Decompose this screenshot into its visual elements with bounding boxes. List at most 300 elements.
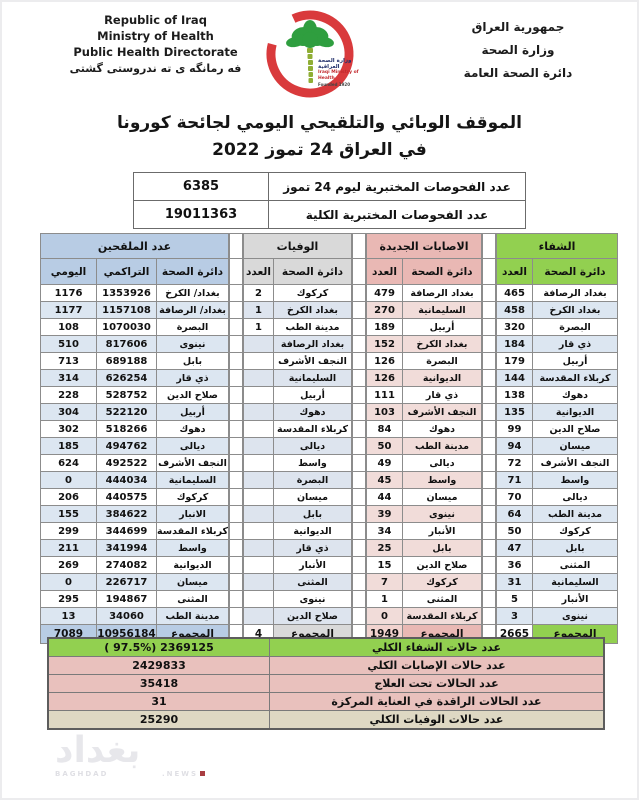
table-row <box>497 285 618 302</box>
value-cell: 94 <box>497 438 533 455</box>
directorate-cell: كربلاء المقدسة <box>274 421 352 438</box>
separator-cell <box>230 370 243 387</box>
value-cell: 49 <box>367 455 403 472</box>
value-cell: 492522 <box>97 455 157 472</box>
directorate-cell: واسط <box>403 472 482 489</box>
value-cell: 270 <box>367 302 403 319</box>
value-cell: 295 <box>41 591 97 608</box>
value-cell: 713 <box>41 353 97 370</box>
value-cell <box>244 421 274 438</box>
value-cell: 226717 <box>97 574 157 591</box>
directorate-cell: الديوانية <box>157 557 229 574</box>
value-cell <box>244 574 274 591</box>
directorate-cell: كركوك <box>157 489 229 506</box>
table-row <box>367 472 482 489</box>
separator-cell <box>353 574 366 591</box>
separator-cell <box>230 319 243 336</box>
directorate-cell: ديالى <box>274 438 352 455</box>
directorate-cell: مدينة الطب <box>157 608 229 625</box>
value-cell <box>244 370 274 387</box>
directorate-cell: صلاح الدين <box>533 421 618 438</box>
table-row <box>244 353 352 370</box>
value-cell: 3 <box>497 608 533 625</box>
table-row <box>41 421 229 438</box>
table-row <box>41 489 229 506</box>
value-cell <box>244 387 274 404</box>
table-row <box>367 370 482 387</box>
directorate-cell: السليمانية <box>157 472 229 489</box>
value-cell: 444034 <box>97 472 157 489</box>
table-row <box>367 574 482 591</box>
summary-value: 2429833 <box>48 657 270 675</box>
table-row <box>41 387 229 404</box>
directorate-cell: بغداد الرصافة <box>403 285 482 302</box>
table-row <box>497 336 618 353</box>
directorate-cell: بغداد/ الرصافة <box>157 302 229 319</box>
directorate-cell: الديوانية <box>274 523 352 540</box>
value-cell <box>244 608 274 625</box>
table-title: الشفاء <box>497 234 618 259</box>
table-row <box>497 506 618 523</box>
directorate-cell: ذي قار <box>157 370 229 387</box>
table-row <box>497 472 618 489</box>
separator-cell <box>483 259 496 285</box>
directorate-cell: ميسان <box>157 574 229 591</box>
table-row <box>244 591 352 608</box>
value-cell: 1177 <box>41 302 97 319</box>
watermark-latin <box>55 770 205 778</box>
value-cell: 194867 <box>97 591 157 608</box>
separator-cell <box>483 387 496 404</box>
value-cell: 99 <box>497 421 533 438</box>
table-recovered <box>496 233 618 644</box>
table-row <box>367 353 482 370</box>
table-row <box>497 438 618 455</box>
separator-cell <box>353 472 366 489</box>
value-cell <box>244 591 274 608</box>
value-cell: 302 <box>41 421 97 438</box>
value-cell: 135 <box>497 404 533 421</box>
total-label-cell: المجموع <box>533 625 618 644</box>
directorate-cell: السليمانية <box>274 370 352 387</box>
directorate-cell: ميسان <box>274 489 352 506</box>
directorate-cell: كربلاء المقدسة <box>157 523 229 540</box>
separator-cell <box>230 421 243 438</box>
table-row <box>497 387 618 404</box>
value-cell: 1 <box>244 302 274 319</box>
value-cell: 522120 <box>97 404 157 421</box>
separator-cell <box>230 259 243 285</box>
table-row <box>41 591 229 608</box>
directorate-cell: البصرة <box>403 353 482 370</box>
value-cell: 72 <box>497 455 533 472</box>
directorate-cell: أربيل <box>403 319 482 336</box>
table-row <box>497 455 618 472</box>
page-title-line2: في العراق 24 تموز 2022 <box>212 140 427 160</box>
table-row <box>41 506 229 523</box>
column-header: دائرة الصحة <box>157 259 229 285</box>
directorate-cell: البصرة <box>274 472 352 489</box>
separator-cell <box>230 234 243 259</box>
directorate-cell: مدينة الطب <box>274 319 352 336</box>
table-row <box>41 438 229 455</box>
directorate-cell: ميسان <box>533 438 618 455</box>
watermark-baghdad: BAGHDAD <box>55 770 109 778</box>
directorate-cell: النجف الأشرف <box>274 353 352 370</box>
separator-cell <box>353 421 366 438</box>
value-cell: 50 <box>497 523 533 540</box>
value-cell: 1070030 <box>97 319 157 336</box>
directorate-cell: الأنبار <box>533 591 618 608</box>
daily-tests-value: 6385 <box>134 173 269 201</box>
total-value-cell: 7089 <box>41 625 97 644</box>
table-row <box>367 285 482 302</box>
value-cell: 185 <box>41 438 97 455</box>
directorate-cell: أربيل <box>274 387 352 404</box>
directorate-cell: بابل <box>533 540 618 557</box>
logo-english-name: Iraqi Ministry of Health <box>318 70 359 81</box>
separator-cell <box>353 591 366 608</box>
separator-cell <box>230 489 243 506</box>
table-separator-column <box>229 233 243 644</box>
directorate-cell: المثنى <box>533 557 618 574</box>
directorate-cell: البصرة <box>157 319 229 336</box>
value-cell: 103 <box>367 404 403 421</box>
summary-row <box>48 693 604 711</box>
total-tests-label: عدد الفحوصات المختبرية الكلية <box>269 201 526 229</box>
total-label-cell: المجموع <box>274 625 352 644</box>
header-arabic-line1: جمهورية العراق <box>471 20 565 34</box>
value-cell: 228 <box>41 387 97 404</box>
directorate-cell: الأنبار <box>403 523 482 540</box>
value-cell: 518266 <box>97 421 157 438</box>
directorate-cell: واسط <box>274 455 352 472</box>
page-title <box>0 110 639 164</box>
table-row <box>367 404 482 421</box>
directorate-cell: كركوك <box>533 523 618 540</box>
table-row <box>367 523 482 540</box>
table-row <box>41 302 229 319</box>
separator-cell <box>483 557 496 574</box>
table-row <box>497 608 618 625</box>
summary-value: 25290 <box>48 711 270 730</box>
separator-cell <box>483 472 496 489</box>
table-row <box>367 591 482 608</box>
table-row <box>367 455 482 472</box>
table-row <box>244 574 352 591</box>
table-row <box>244 506 352 523</box>
separator-cell <box>353 234 366 259</box>
separator-cell <box>483 404 496 421</box>
table-row <box>41 353 229 370</box>
value-cell: 34 <box>367 523 403 540</box>
directorate-cell: ديالى <box>157 438 229 455</box>
table-row <box>367 540 482 557</box>
table-row <box>244 285 352 302</box>
separator-cell <box>353 608 366 625</box>
table-row <box>244 421 352 438</box>
value-cell: 1353926 <box>97 285 157 302</box>
logo-arabic-name: وزارة الصحة العراقية <box>318 58 352 70</box>
total-label-cell: المجموع <box>403 625 482 644</box>
value-cell: 0 <box>41 472 97 489</box>
directorate-cell: بابل <box>403 540 482 557</box>
table-row <box>244 302 352 319</box>
value-cell <box>244 472 274 489</box>
value-cell: 71 <box>497 472 533 489</box>
directorate-cell: دهوك <box>157 421 229 438</box>
table-row <box>41 319 229 336</box>
separator-cell <box>353 387 366 404</box>
directorate-cell: صلاح الدين <box>403 557 482 574</box>
value-cell: 479 <box>367 285 403 302</box>
table-row <box>367 506 482 523</box>
value-cell: 465 <box>497 285 533 302</box>
table-title: عدد الملقحين <box>41 234 229 259</box>
value-cell <box>244 523 274 540</box>
summary-label: عدد الحالات تحت العلاج <box>270 675 605 693</box>
lab-tests-table <box>133 172 526 229</box>
value-cell: 50 <box>367 438 403 455</box>
value-cell: 314 <box>41 370 97 387</box>
table-row <box>244 489 352 506</box>
directorate-cell: المثنى <box>157 591 229 608</box>
directorate-cell: النجف الأشرف <box>157 455 229 472</box>
table-row <box>367 489 482 506</box>
value-cell: 1 <box>244 319 274 336</box>
directorate-cell: صلاح الدين <box>157 387 229 404</box>
separator-cell <box>230 285 243 302</box>
summary-row <box>48 675 604 693</box>
separator-cell <box>230 591 243 608</box>
separator-cell <box>483 353 496 370</box>
value-cell <box>244 336 274 353</box>
directorate-cell: ديالى <box>533 489 618 506</box>
column-header: العدد <box>244 259 274 285</box>
separator-cell <box>483 336 496 353</box>
watermark <box>55 730 205 778</box>
header-english <box>48 12 263 77</box>
separator-cell <box>353 370 366 387</box>
directorate-cell: بغداد الرصافة <box>274 336 352 353</box>
value-cell: 0 <box>367 608 403 625</box>
summary-value: ( 97.5%) 2369125 <box>48 638 270 657</box>
table-row <box>41 404 229 421</box>
separator-cell <box>230 353 243 370</box>
separator-cell <box>483 591 496 608</box>
watermark-red-square-icon <box>200 771 205 776</box>
separator-cell <box>230 404 243 421</box>
summary-row <box>48 638 604 657</box>
directorate-cell: نينوى <box>533 608 618 625</box>
table-row <box>497 574 618 591</box>
table-row <box>41 370 229 387</box>
directorate-cell: ديالى <box>403 455 482 472</box>
value-cell: 817606 <box>97 336 157 353</box>
directorate-cell: واسط <box>533 472 618 489</box>
summary-value: 31 <box>48 693 270 711</box>
value-cell: 47 <box>497 540 533 557</box>
table-row <box>497 421 618 438</box>
value-cell: 1 <box>367 591 403 608</box>
separator-cell <box>353 523 366 540</box>
value-cell: 320 <box>497 319 533 336</box>
value-cell: 126 <box>367 370 403 387</box>
table-row <box>367 438 482 455</box>
value-cell: 36 <box>497 557 533 574</box>
separator-cell <box>483 370 496 387</box>
table-row <box>244 472 352 489</box>
separator-cell <box>483 489 496 506</box>
value-cell: 206 <box>41 489 97 506</box>
directorate-cell: واسط <box>157 540 229 557</box>
value-cell: 274082 <box>97 557 157 574</box>
separator-cell <box>353 285 366 302</box>
statistics-tables <box>40 233 618 644</box>
separator-cell <box>230 557 243 574</box>
value-cell: 299 <box>41 523 97 540</box>
value-cell: 39 <box>367 506 403 523</box>
separator-cell <box>353 302 366 319</box>
value-cell <box>244 438 274 455</box>
value-cell: 7 <box>367 574 403 591</box>
value-cell <box>244 353 274 370</box>
table-vaccinated <box>40 233 229 644</box>
value-cell: 528752 <box>97 387 157 404</box>
separator-cell <box>483 421 496 438</box>
separator-cell <box>230 336 243 353</box>
value-cell: 13 <box>41 608 97 625</box>
value-cell: 138 <box>497 387 533 404</box>
separator-cell <box>353 438 366 455</box>
value-cell: 70 <box>497 489 533 506</box>
value-cell: 494762 <box>97 438 157 455</box>
value-cell: 510 <box>41 336 97 353</box>
table-row <box>244 557 352 574</box>
value-cell <box>244 506 274 523</box>
value-cell <box>244 404 274 421</box>
value-cell: 624 <box>41 455 97 472</box>
column-header: التراكمي <box>97 259 157 285</box>
value-cell: 152 <box>367 336 403 353</box>
directorate-cell: السليمانية <box>403 302 482 319</box>
directorate-cell: كركوك <box>274 285 352 302</box>
separator-cell <box>483 523 496 540</box>
directorate-cell: النجف الأشرف <box>403 404 482 421</box>
header-arabic <box>433 16 603 85</box>
value-cell: 155 <box>41 506 97 523</box>
separator-cell <box>353 353 366 370</box>
table-row <box>497 523 618 540</box>
directorate-cell: بغداد الكرخ <box>274 302 352 319</box>
value-cell <box>244 540 274 557</box>
summary-label: عدد حالات الوفيات الكلي <box>270 711 605 730</box>
directorate-cell: دهوك <box>274 404 352 421</box>
table-row <box>41 472 229 489</box>
directorate-cell: مدينة الطب <box>403 438 482 455</box>
value-cell: 1157108 <box>97 302 157 319</box>
separator-cell <box>230 455 243 472</box>
table-row <box>244 336 352 353</box>
table-row <box>41 523 229 540</box>
header-english-line2: Ministry of Health <box>97 29 214 43</box>
total-value-cell: 10956184 <box>97 625 157 644</box>
directorate-cell: كربلاء المقدسة <box>533 370 618 387</box>
directorate-cell: الديوانية <box>533 404 618 421</box>
separator-cell <box>230 387 243 404</box>
table-row <box>367 421 482 438</box>
separator-cell <box>483 285 496 302</box>
logo-founded: Founded 1920 <box>318 82 350 87</box>
directorate-cell: ميسان <box>403 489 482 506</box>
separator-cell <box>230 302 243 319</box>
table-row <box>497 319 618 336</box>
separator-cell <box>353 319 366 336</box>
directorate-cell: نينوى <box>403 506 482 523</box>
table-new-cases <box>366 233 482 644</box>
separator-cell <box>483 574 496 591</box>
separator-cell <box>230 540 243 557</box>
column-header: دائرة الصحة <box>403 259 482 285</box>
value-cell: 25 <box>367 540 403 557</box>
column-header: العدد <box>367 259 403 285</box>
daily-tests-label: عدد الفحوصات المختبرية ليوم 24 تموز <box>269 173 526 201</box>
separator-cell <box>483 234 496 259</box>
separator-cell <box>353 336 366 353</box>
summary-row <box>48 657 604 675</box>
header-english-line1: Republic of Iraq <box>104 13 207 27</box>
total-value-cell: 2665 <box>497 625 533 644</box>
table-row <box>244 387 352 404</box>
directorate-cell: بغداد/ الكرخ <box>157 285 229 302</box>
table-row <box>497 404 618 421</box>
header-english-line3: Public Health Directorate <box>73 45 238 59</box>
column-header: العدد <box>497 259 533 285</box>
directorate-cell: صلاح الدين <box>274 608 352 625</box>
table-row <box>367 557 482 574</box>
watermark-news: .NEWS <box>162 770 205 778</box>
table-deaths <box>243 233 352 644</box>
table-row <box>41 540 229 557</box>
summary-table <box>47 637 605 730</box>
separator-cell <box>353 557 366 574</box>
table-row <box>244 540 352 557</box>
directorate-cell: بغداد الكرخ <box>403 336 482 353</box>
directorate-cell: ذي قار <box>403 387 482 404</box>
table-row <box>244 608 352 625</box>
value-cell: 108 <box>41 319 97 336</box>
summary-label: عدد الحالات الراقدة في العناية المركزة <box>270 693 605 711</box>
header-arabic-line3: دائرة الصحة العامة <box>463 66 573 80</box>
table-row <box>244 455 352 472</box>
value-cell: 211 <box>41 540 97 557</box>
value-cell: 111 <box>367 387 403 404</box>
header-arabic-line2: وزارة الصحة <box>481 43 555 57</box>
directorate-cell: بغداد الكرخ <box>533 302 618 319</box>
separator-cell <box>230 523 243 540</box>
directorate-cell: كركوك <box>403 574 482 591</box>
total-tests-value: 19011363 <box>134 201 269 229</box>
table-row <box>41 285 229 302</box>
value-cell: 440575 <box>97 489 157 506</box>
value-cell: 179 <box>497 353 533 370</box>
directorate-cell: المثنى <box>274 574 352 591</box>
table-title: الاصابات الجديدة <box>367 234 482 259</box>
value-cell: 189 <box>367 319 403 336</box>
separator-cell <box>353 455 366 472</box>
table-separator-column <box>352 233 366 644</box>
table-row <box>41 455 229 472</box>
